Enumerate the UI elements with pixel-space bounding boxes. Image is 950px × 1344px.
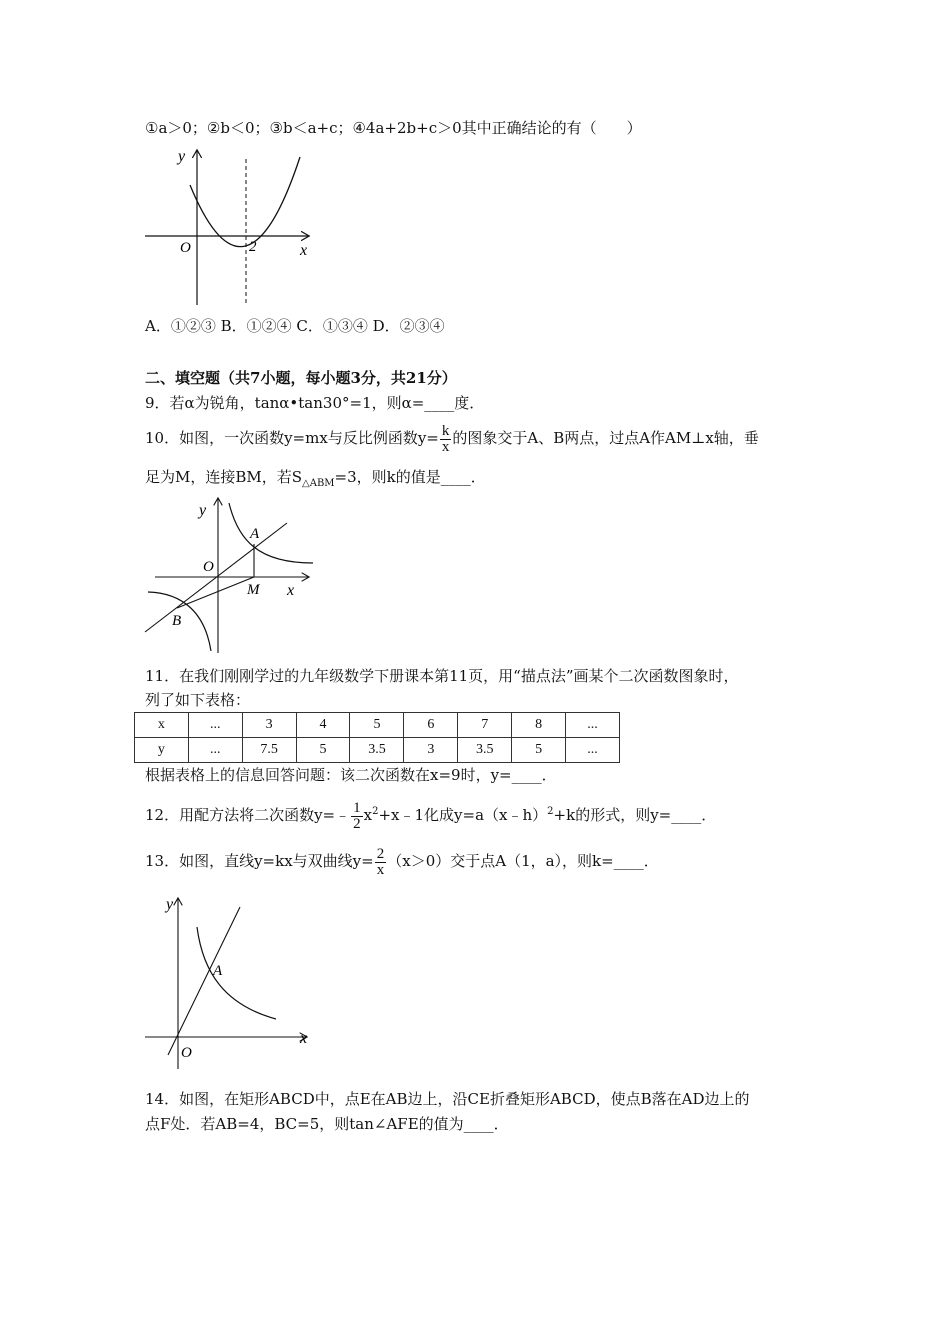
q14-line1: 14．如图，在矩形ABCD中，点E在AB边上，沿CE折叠矩形ABCD，使点B落在AD边上的 [145,1090,750,1108]
q10-part1: 10．如图，一次函数y=mx与反比例函数y= [145,429,439,447]
q12-sup2: 2 [547,806,554,817]
table-cell: 7 [458,713,512,738]
table-cell: 3.5 [350,738,404,763]
q8-options: A．①②③ B．①②④ C．①③④ D．②③④ [145,317,445,335]
q8-statement: ①a＞0；②b＜0；③b＜a+c；④4a+2b+c＞0其中正确结论的有（ ） [145,119,642,137]
hyperbola-curve [197,927,276,1019]
table-cell: 8 [512,713,566,738]
q13-graph [140,893,320,1073]
q12-fraction [351,801,363,832]
q8-parabola-graph [140,145,320,310]
fraction-numerator: k [441,422,450,439]
origin-label: O [203,559,214,575]
q10-line2-a: 足为M，连接BM，若S [145,468,303,486]
point-a-label: A [213,963,223,979]
fraction-numerator: 1 [353,799,361,816]
point-b-label: B [172,613,182,629]
table-cell: 5 [350,713,404,738]
table-cell: ... [188,738,242,763]
two-label: 2 [249,239,257,255]
fraction-numerator: 2 [376,845,385,862]
table-cell: 4 [296,713,350,738]
table-row [135,738,620,763]
q13-part1: 13．如图，直线y=kx与双曲线y= [145,852,374,870]
table-cell: 5 [512,738,566,763]
table-cell: 3 [404,738,458,763]
x-label: x [300,1030,308,1047]
origin-label: O [180,240,191,256]
point-m-label: M [247,582,260,598]
y-label: y [178,148,186,165]
line-y-kx [168,907,240,1055]
q13-part2: （x＞0）交于点A（1，a），则k=____． [387,852,659,870]
q12-part3: +x﹣1化成y=a（x﹣h） [378,806,548,824]
hyperbola-right [229,503,313,563]
x-label: x [287,582,295,599]
q10-line1 [145,420,759,456]
y-label: y [199,502,207,519]
table-cell: 5 [296,738,350,763]
table-cell: ... [566,738,620,763]
table-cell: 6 [404,713,458,738]
q12-line [145,794,716,830]
q14-line2: 点F处．若AB=4，BC=5，则tan∠AFE的值为____． [145,1115,509,1133]
parabola-curve [190,157,300,247]
q10-graph [143,495,318,657]
table-cell: ... [566,713,620,738]
segment-bm [177,577,254,608]
q11-line1: 11．在我们刚刚学过的九年级数学下册课本第11页，用“描点法”画某个二次函数图象时， [145,667,739,685]
x-label: x [300,242,308,259]
origin-label: O [181,1045,192,1061]
q12-sup1: 2 [372,806,379,817]
q10-line2-b: =3，则k的值是____． [334,468,486,486]
q12-part4: +k的形式，则y=____． [553,806,717,824]
table-cell: 3.5 [458,738,512,763]
point-a-label: A [250,526,260,542]
fraction-denominator: 2 [353,815,361,832]
q10-part2: 的图象交于A、B两点，过点A作AM⊥x轴，垂 [452,429,759,447]
fraction-denominator: x [376,861,385,878]
q9-text: 9．若α为锐角，tanα•tan30°=1，则α=____度． [145,394,485,412]
q13-line [145,843,659,879]
y-label: y [166,896,174,913]
q10-subscript: △ABM [302,478,335,489]
q10-line2 [145,467,486,494]
table-cell: y [135,738,189,763]
q12-part1: 12．用配方法将二次函数y=﹣ [145,806,351,824]
q10-fraction [440,424,452,455]
q13-fraction [375,847,387,878]
q11-after: 根据表格上的信息回答问题：该二次函数在x=9时，y=____． [145,766,557,784]
q11-line2: 列了如下表格： [145,691,251,709]
section-heading: 二、填空题（共7小题，每小题3分，共21分） [145,369,457,387]
table-cell: ... [188,713,242,738]
table-cell: 7.5 [242,738,296,763]
q11-table [134,712,620,763]
q12-part2: x [363,806,373,824]
table-cell: 3 [242,713,296,738]
table-cell: x [135,713,189,738]
fraction-denominator: x [441,438,450,455]
table-row [135,713,620,738]
